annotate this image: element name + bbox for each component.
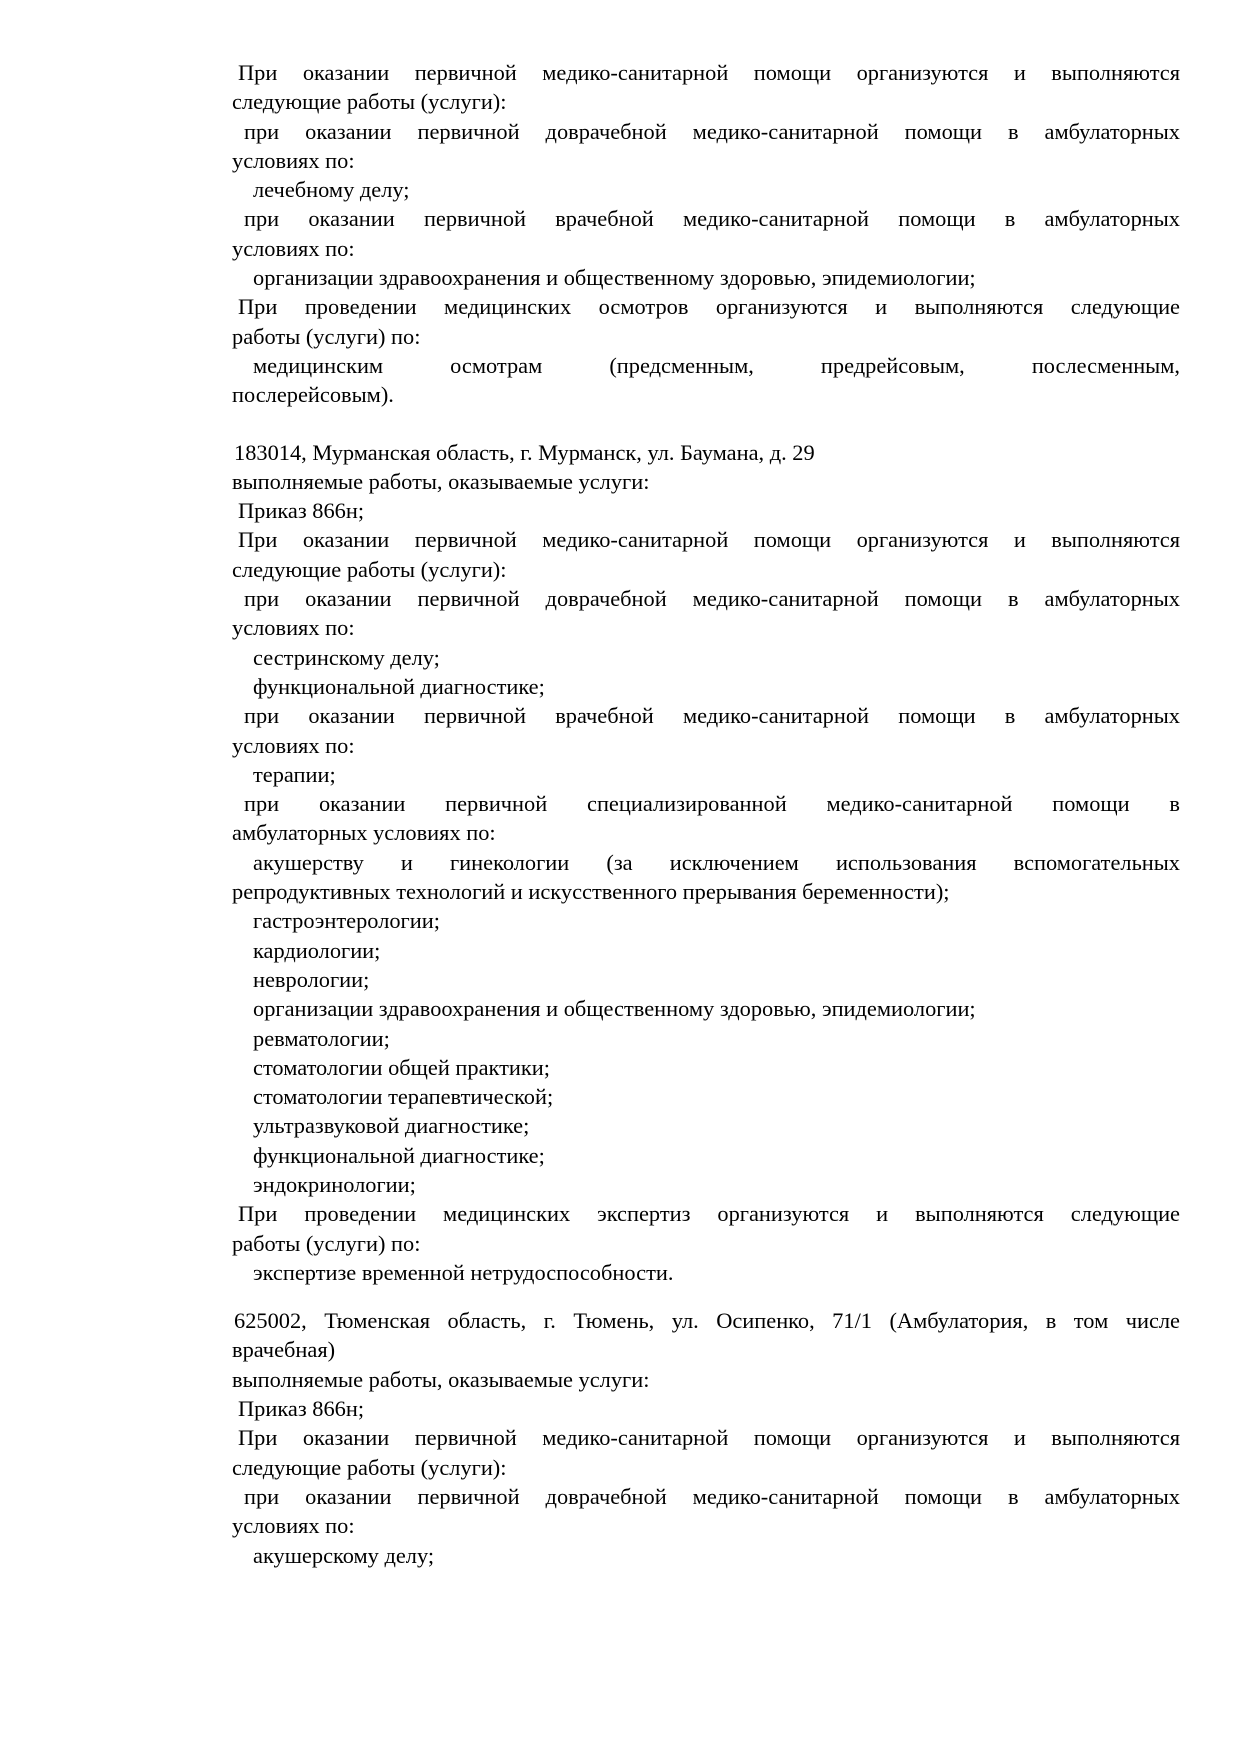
text-line: врачебная)	[232, 1337, 336, 1363]
text-line: при оказании первичной врачебной медико-санитарной помощи в амбулаторных	[244, 703, 1180, 729]
text-line: организации здравоохранения и общественному здоровью, эпидемиологии;	[253, 265, 976, 291]
text-line: терапии;	[253, 761, 336, 787]
section-address-tyumen	[232, 1306, 1180, 1570]
text-line: при оказании первичной врачебной медико-санитарной помощи в амбулаторных	[244, 206, 1180, 232]
text-line: выполняемые работы, оказываемые услуги:	[232, 1366, 650, 1392]
section-works-services-first	[232, 58, 1180, 410]
text-line: следующие работы (услуги):	[232, 556, 507, 582]
text-line: при оказании первичной доврачебной медико-санитарной помощи в амбулаторных	[244, 118, 1180, 144]
text-line: функциональной диагностике;	[253, 673, 545, 699]
text-line: условиях по:	[232, 1513, 355, 1539]
text-line: гастроэнтерологии;	[253, 908, 440, 934]
text-line: При проведении медицинских осмотров организуются и выполняются следующие	[238, 294, 1180, 320]
text-line: репродуктивных технологий и искусственного прерывания беременности);	[232, 879, 950, 905]
text-line: выполняемые работы, оказываемые услуги:	[232, 468, 650, 494]
text-line: кардиологии;	[253, 937, 381, 963]
text-line: стоматологии общей практики;	[253, 1054, 550, 1080]
text-line: Приказ 866н;	[238, 498, 365, 524]
text-line: при оказании первичной специализированной медико-санитарной помощи в	[244, 791, 1180, 817]
text-line: При оказании первичной медико-санитарной помощи организуются и выполняются	[238, 527, 1180, 553]
text-line: организации здравоохранения и общественному здоровью, эпидемиологии;	[253, 996, 976, 1022]
text-line: При проведении медицинских экспертиз организуются и выполняются следующие	[238, 1201, 1180, 1227]
text-line: условиях по:	[232, 732, 355, 758]
text-line: неврологии;	[253, 966, 370, 992]
text-line: следующие работы (услуги):	[232, 89, 507, 115]
text-line: Приказ 866н;	[238, 1396, 365, 1422]
license-text-content	[232, 58, 1180, 1570]
text-line: условиях по:	[232, 615, 355, 641]
text-line: 625002, Тюменская область, г. Тюмень, ул. Осипенко, 71/1 (Амбулатория, в том числе	[234, 1308, 1180, 1334]
text-line: условиях по:	[232, 235, 355, 261]
section-address-murmansk	[232, 438, 1180, 1288]
text-line: условиях по:	[232, 147, 355, 173]
text-line: при оказании первичной доврачебной медико-санитарной помощи в амбулаторных	[244, 1483, 1180, 1509]
text-line: функциональной диагностике;	[253, 1142, 545, 1168]
text-line: ультразвуковой диагностике;	[253, 1113, 530, 1139]
text-line: лечебному делу;	[253, 177, 410, 203]
text-line: стоматологии терапевтической;	[253, 1084, 554, 1110]
text-line: ревматологии;	[253, 1025, 390, 1051]
text-line: При оказании первичной медико-санитарной помощи организуются и выполняются	[238, 60, 1180, 85]
text-line: работы (услуги) по:	[232, 1230, 421, 1256]
text-line: работы (услуги) по:	[232, 323, 421, 349]
text-line: акушерству и гинекологии (за исключением использования вспомогательных	[253, 849, 1180, 875]
text-line: амбулаторных условиях по:	[232, 820, 496, 846]
text-line: экспертизе временной нетрудоспособности.	[253, 1259, 674, 1285]
text-line: следующие работы (услуги):	[232, 1454, 507, 1480]
text-line: акушерскому делу;	[253, 1542, 435, 1568]
text-line: При оказании первичной медико-санитарной помощи организуются и выполняются	[238, 1425, 1180, 1451]
text-line: 183014, Мурманская область, г. Мурманск, ул. Баумана, д. 29	[234, 439, 815, 465]
text-line: сестринскому делу;	[253, 644, 440, 670]
text-line: эндокринологии;	[253, 1171, 416, 1197]
text-line: при оказании первичной доврачебной медико-санитарной помощи в амбулаторных	[244, 586, 1180, 612]
text-line: медицинским осмотрам (предсменным, предрейсовым, послесменным,	[253, 352, 1180, 378]
text-line: послерейсовым).	[232, 382, 394, 408]
